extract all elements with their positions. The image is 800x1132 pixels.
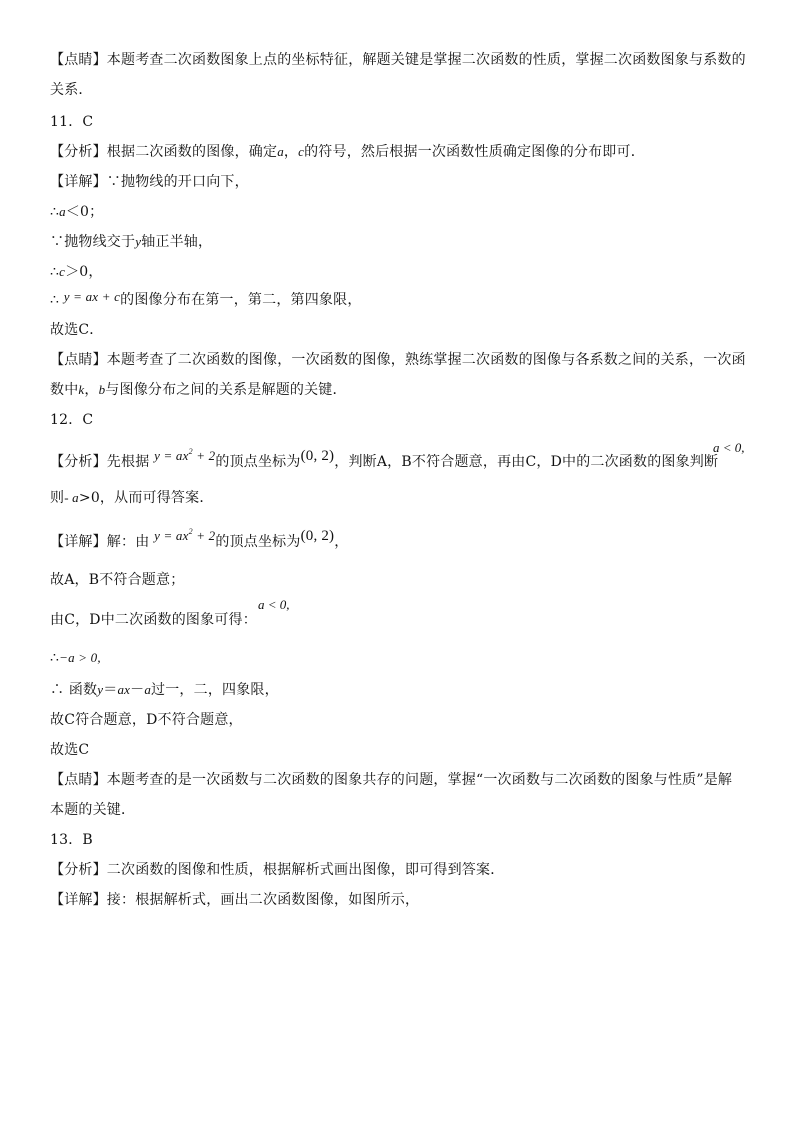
therefore-symbol: ∴ [50, 292, 60, 308]
math-part: + 2 [192, 448, 216, 463]
text-line [50, 528, 348, 552]
text-segment: 的符号，然后根据一次函数性质确定图像的分布即可． [304, 144, 645, 160]
math-variable: k [78, 382, 85, 397]
text-segment: ＜0； [65, 204, 104, 220]
text-segment: 【分析】先根据 [50, 454, 150, 470]
text-line-content: 【点睛】本题考查了二次函数的图像，一次函数的图像，熟练掌握二次函数的图像与各系数之间的关系，一次函 [50, 352, 746, 368]
text-line [50, 320, 104, 340]
text-line [50, 860, 504, 880]
text-line [50, 80, 93, 100]
text-line-content: 【点睛】本题考查二次函数图象上点的坐标特征，解题关键是掌握二次函数的性质，掌握二次函数图象与系数的 [50, 52, 746, 68]
math-part: + 2 [192, 528, 216, 543]
text-segment: ＞0， [65, 264, 103, 280]
math-variable: a [144, 682, 152, 697]
text-segment: >0，从而可得答案． [78, 490, 214, 506]
text-segment: 数中 [50, 382, 79, 398]
text-segment: 【详解】解：由 [50, 534, 150, 550]
text-line-content: 故选C [50, 742, 90, 758]
math-part: y = ax [154, 528, 189, 543]
text-line-content: 【分析】二次函数的图像和性质，根据解析式画出图像，即可得到答案． [50, 862, 505, 878]
text-line-content: 故选C． [50, 322, 104, 338]
math-variable: c [298, 144, 305, 159]
math-formula: −a > 0, [59, 650, 101, 665]
text-segment: 轴正半轴， [141, 234, 213, 250]
text-line-content: 本题的关键． [50, 802, 136, 818]
text-segment: ∴ 函数 [50, 682, 98, 698]
text-segment: － [130, 682, 145, 698]
text-line-content: 关系． [50, 82, 93, 98]
question-number [50, 830, 93, 850]
text-line-content: 【详解】∵抛物线的开口向下， [50, 174, 249, 190]
text-line [50, 890, 419, 910]
text-segment: ， [334, 534, 349, 550]
text-segment: 的图像分布在第一，第二，第四象限， [120, 292, 362, 308]
math-exponent: 2 [188, 447, 193, 456]
math-formula: y = ax + c [63, 289, 121, 304]
text-line [50, 770, 732, 790]
text-line-content: 11．C [50, 114, 94, 130]
math-variable: a [59, 204, 66, 219]
math-formula [154, 448, 215, 463]
text-segment: 的顶点坐标为 [215, 454, 301, 470]
analysis-line [50, 448, 718, 472]
math-variable: c [59, 264, 66, 279]
math-coordinate: (0, 2) [300, 528, 335, 544]
math-coordinate: (0, 2) [300, 448, 335, 464]
text-line [50, 710, 243, 730]
therefore-symbol: ∴ [50, 650, 60, 666]
text-segment: ＝ [103, 682, 118, 698]
text-segment: 与图像分布之间的关系是解题的关键． [105, 382, 347, 398]
text-line [50, 262, 103, 282]
text-line [50, 680, 279, 700]
text-segment: 过一，二，四象限， [151, 682, 279, 698]
text-line [50, 570, 184, 590]
text-line-content: 13．B [50, 832, 93, 848]
question-number [50, 112, 93, 132]
math-variable: y [135, 234, 142, 249]
math-variable: b [98, 382, 106, 397]
math-formula: - a [64, 490, 79, 505]
text-line-content: 12．C [50, 412, 94, 428]
therefore-symbol: ∴ [50, 264, 60, 280]
therefore-symbol: ∴ [50, 204, 60, 220]
math-formula: a < 0, [713, 440, 745, 455]
text-line [50, 800, 135, 820]
math-part: y = ax [154, 448, 189, 463]
text-line-content: 【详解】接：根据解析式，画出二次函数图像，如图所示， [50, 892, 420, 908]
text-segment: ， [84, 382, 99, 398]
text-segment: 的顶点坐标为 [215, 534, 301, 550]
text-line [50, 380, 347, 400]
text-line [50, 50, 746, 70]
text-line [50, 488, 214, 508]
text-line-content: 【点睛】本题考查的是一次函数与二次函数的图象共存的问题，掌握“一次函数与二次函数的图象与性质”是解 [50, 772, 733, 788]
text-line-content: 故A，B不符合题意； [50, 572, 185, 588]
math-variable: y [97, 682, 104, 697]
text-segment: 【分析】根据二次函数的图像，确定 [50, 144, 278, 160]
text-segment: ∵抛物线交于 [50, 234, 136, 250]
text-line [50, 172, 249, 192]
math-exponent: 2 [188, 527, 193, 536]
text-segment: ，判断A，B不符合题意，再由C，D中的二次函数的图象判断 [334, 454, 719, 470]
question-number [50, 410, 93, 430]
analysis-line [50, 142, 645, 162]
text-segment: 由C，D中二次函数的图象可得： [50, 612, 257, 628]
text-line [50, 202, 103, 222]
text-segment: ， [283, 144, 299, 160]
math-formula [154, 528, 215, 543]
text-line [50, 610, 257, 630]
text-line [50, 648, 101, 668]
math-variable: a [277, 144, 284, 159]
text-line [50, 350, 746, 370]
math-formula: a < 0, [258, 597, 290, 612]
text-line-content: 故C符合题意，D不符合题意， [50, 712, 243, 728]
text-line [50, 232, 212, 252]
text-line [50, 740, 89, 760]
math-variable: ax [117, 682, 131, 697]
text-segment: 则 [50, 490, 65, 506]
text-line [50, 290, 362, 310]
